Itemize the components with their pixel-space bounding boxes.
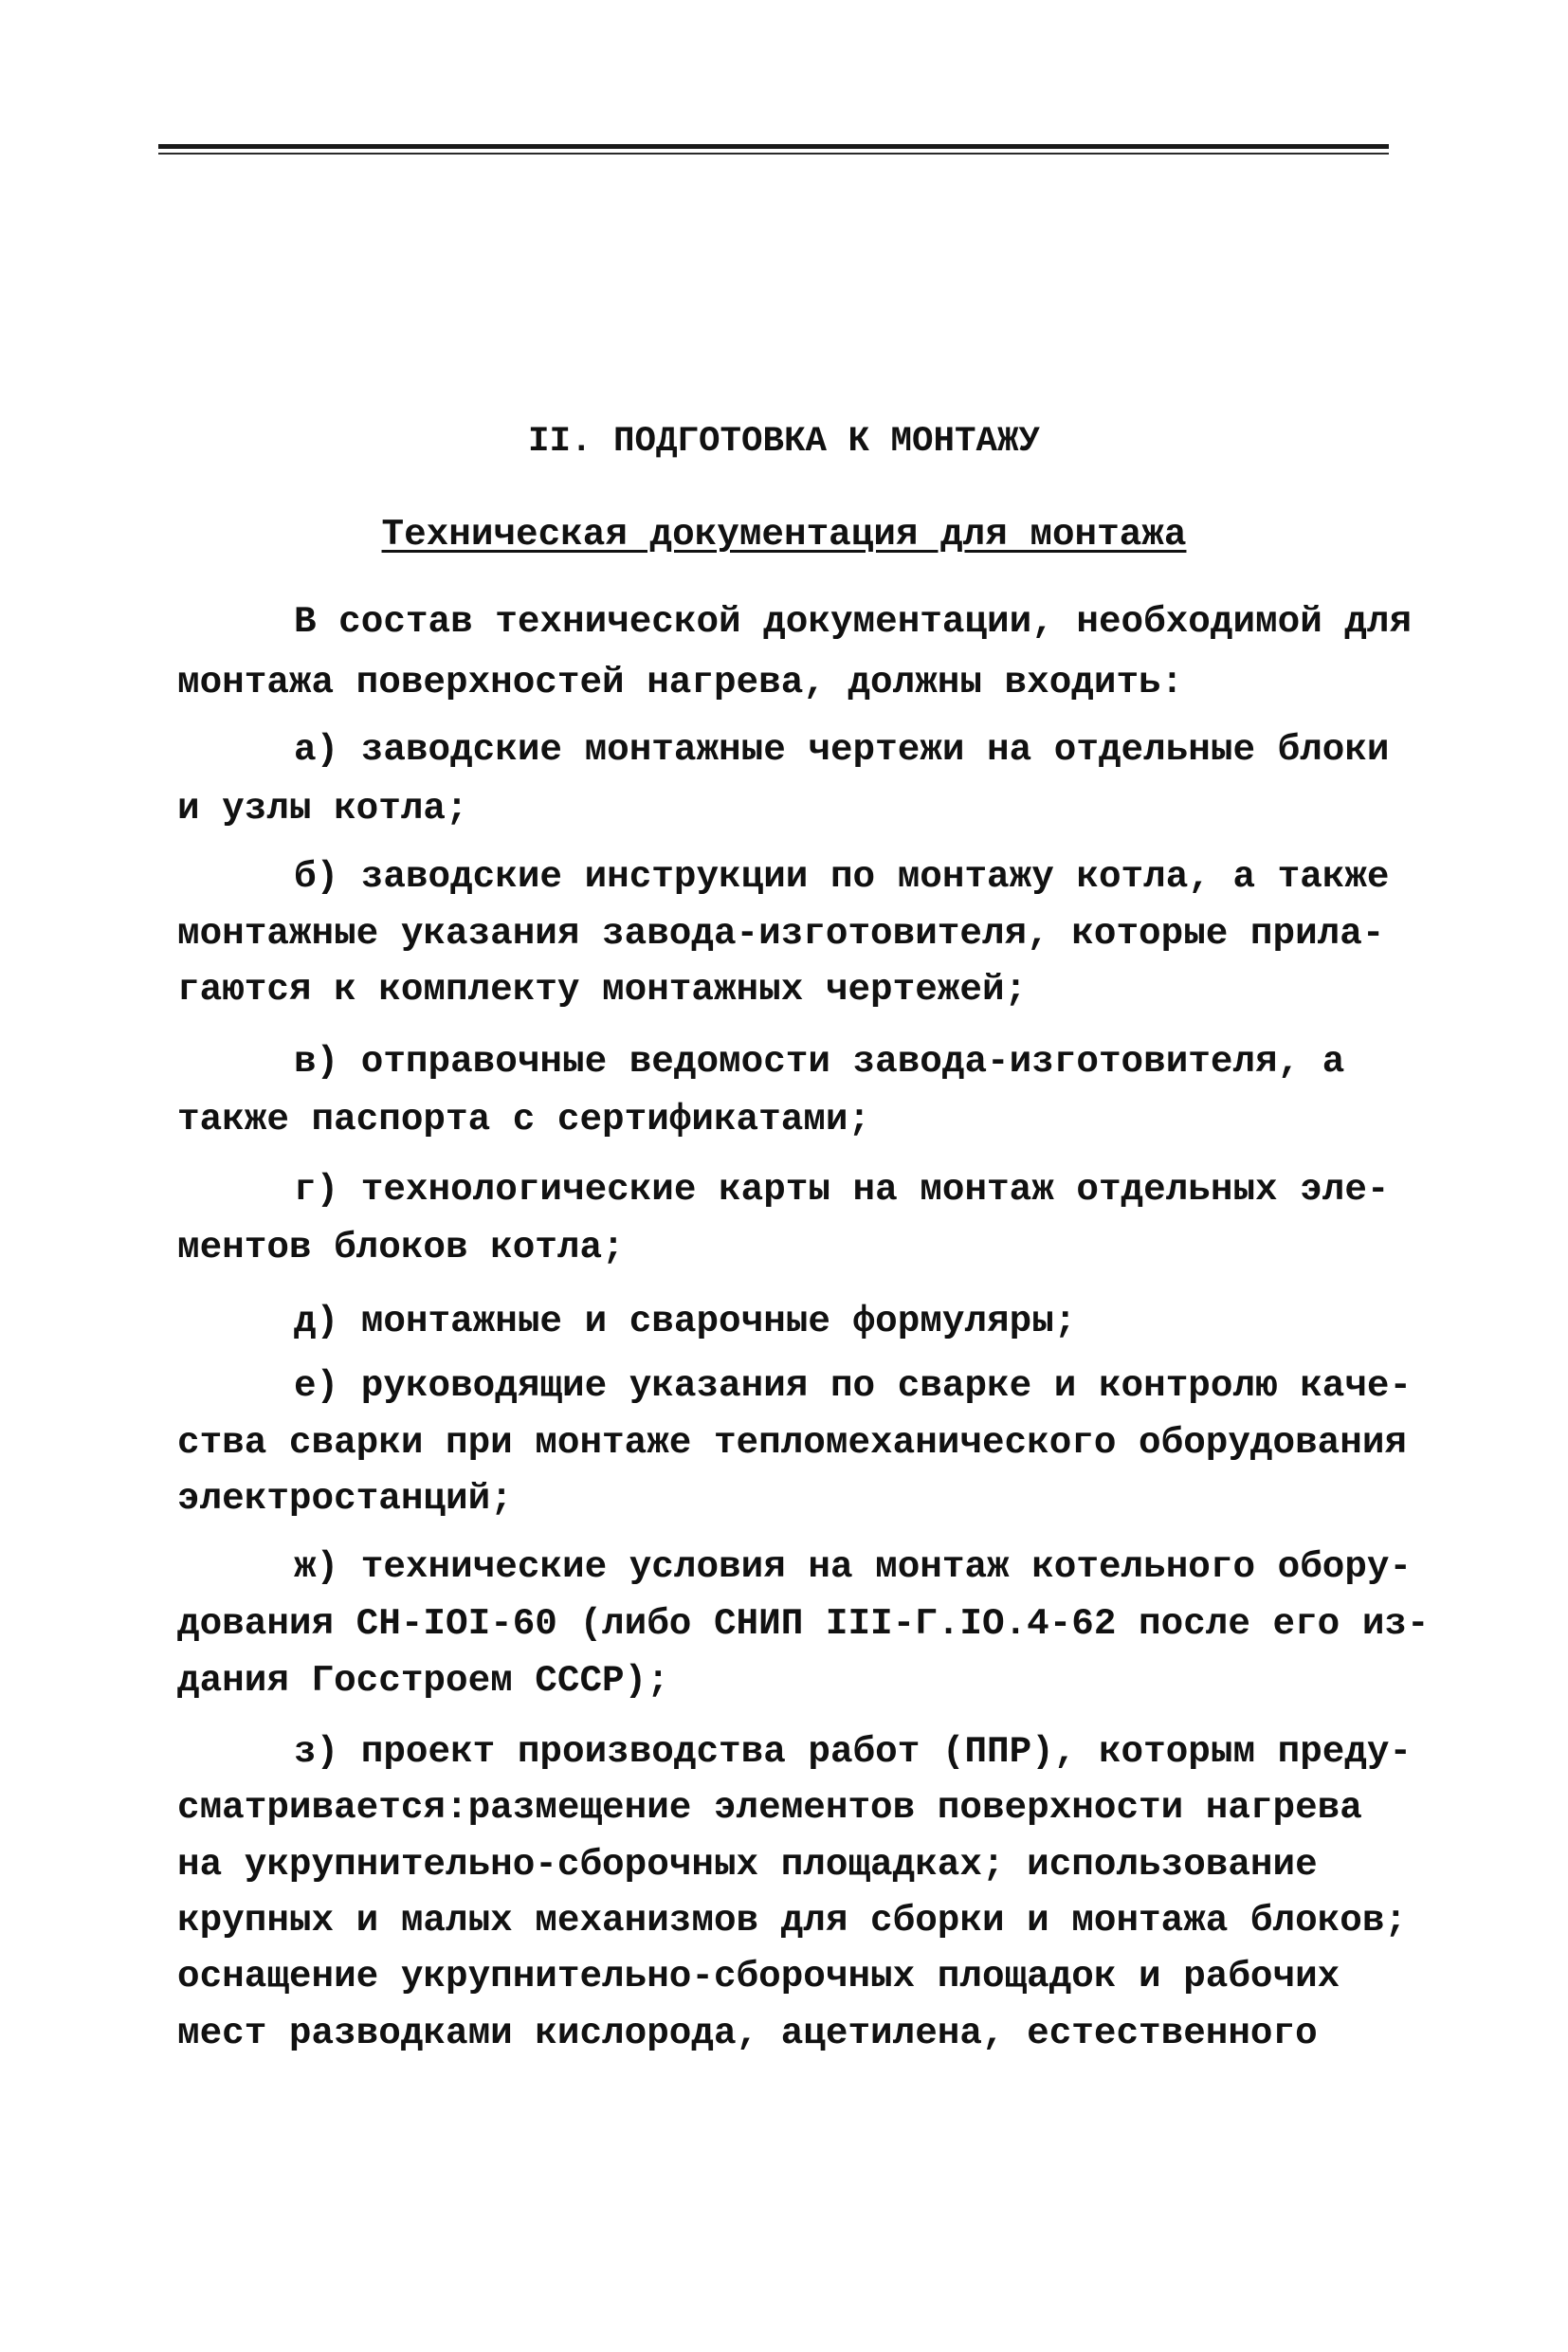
header-rule-thick [158, 144, 1389, 149]
section-title: II. ПОДГОТОВКА К МОНТАЖУ [527, 422, 1041, 462]
text-line: е) руководящие указания по сварке и контролю каче- [294, 1364, 1413, 1407]
text-line: ства сварки при монтаже тепломеханического оборудования [177, 1421, 1408, 1464]
text-line: сматривается:размещение элементов поверхности нагрева [177, 1786, 1362, 1829]
text-line: мест разводками кислорода, ацетилена, естественного [177, 2012, 1318, 2054]
text-line: оснащение укрупнительно-сборочных площадок и рабочих [177, 1955, 1340, 1997]
text-line: монтажные указания завода-изготовителя, которые прила- [177, 912, 1385, 955]
text-line: ж) технические условия на монтаж котельного обору- [294, 1545, 1413, 1588]
text-line: д) монтажные и сварочные формуляры; [294, 1300, 1077, 1342]
text-line: также паспорта с сертификатами; [177, 1098, 871, 1140]
text-line: электростанций; [177, 1477, 513, 1520]
text-line: ментов блоков котла; [177, 1226, 625, 1268]
text-line: монтажа поверхностей нагрева, должны входить: [177, 661, 1184, 703]
text-line: на укрупнительно-сборочных площадках; использование [177, 1843, 1318, 1886]
text-line: В состав технической документации, необходимой для [294, 600, 1413, 643]
text-line: в) отправочные ведомости завода-изготовителя, а [294, 1040, 1345, 1083]
text-line: г) технологические карты на монтаж отдельных эле- [294, 1168, 1390, 1211]
text-line: и узлы котла; [177, 787, 468, 830]
text-line: гаются к комплекту монтажных чертежей; [177, 968, 1028, 1011]
subsection-title: Техническая документация для монтажа [381, 513, 1187, 556]
header-rule-thin [158, 153, 1389, 155]
text-line: крупных и малых механизмов для сборки и монтажа блоков; [177, 1899, 1408, 1942]
text-line: а) заводские монтажные чертежи на отдельные блоки [294, 728, 1390, 771]
text-line: б) заводские инструкции по монтажу котла, а также [294, 855, 1390, 898]
text-line: дания Госстроем СССР); [177, 1659, 669, 1702]
text-line: дования СН-IOI-60 (либо СНИП III-Г.IO.4-62 после его из- [177, 1602, 1430, 1645]
text-line: з) проект производства работ (ППР), которым преду- [294, 1730, 1413, 1773]
